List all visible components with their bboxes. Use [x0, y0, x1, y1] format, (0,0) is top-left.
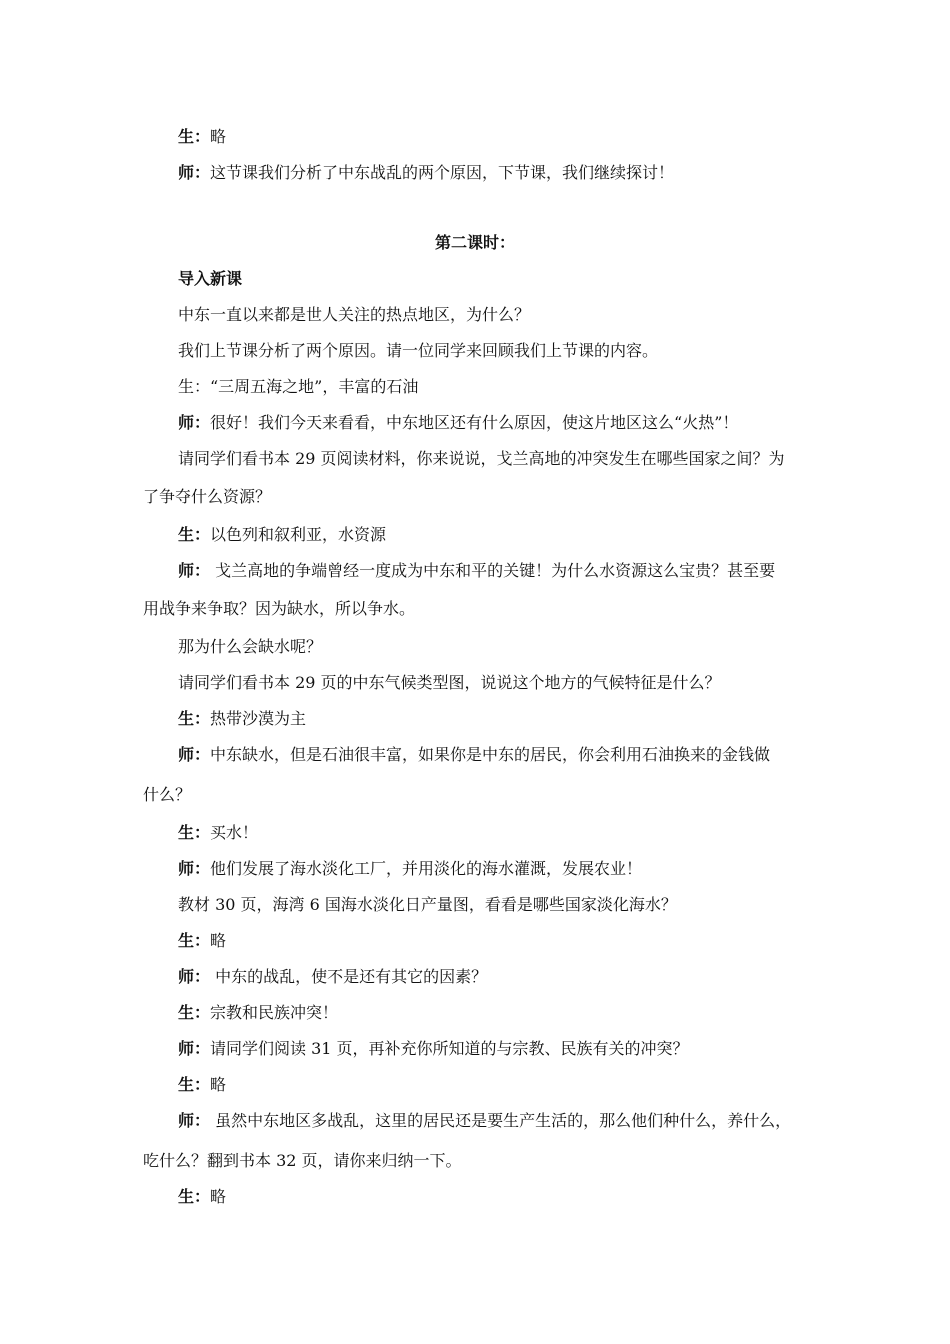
dialogue-line — [178, 1111, 828, 1131]
paragraph-line: 中东一直以来都是世人关注的热点地区，为什么？ — [178, 305, 531, 324]
section-title: 第二课时： — [434, 233, 515, 252]
line-text: 略 — [210, 1187, 227, 1206]
paragraph-line: 请同学们看书本 29 页的中东气候类型图，说说这个地方的气候特征是什么？ — [178, 673, 721, 692]
speaker-label: 师： — [178, 859, 211, 878]
speaker-label: 生： — [178, 127, 211, 146]
line-text: 中东缺水，但是石油很丰富，如果你是中东的居民，你会利用石油换来的金钱做 — [210, 745, 771, 764]
line-text: 以色列和叙利亚，水资源 — [210, 525, 387, 544]
paragraph-line: 生：“三周五海之地”，丰富的石油 — [178, 377, 419, 396]
paragraph-line: 那为什么会缺水呢？ — [178, 637, 323, 656]
dialogue-line — [178, 1003, 828, 1023]
dialogue-line — [178, 709, 828, 729]
speaker-label: 师： — [178, 561, 211, 580]
dialogue-line — [178, 931, 828, 951]
dialogue-line — [178, 967, 828, 987]
section-heading: 导入新课 — [178, 269, 243, 288]
speaker-label: 生： — [178, 1003, 211, 1022]
line-text: 略 — [210, 1075, 227, 1094]
line-text: 虽然中东地区多战乱，这里的居民还是要生产生活的，那么他们种什么，养什么， — [210, 1111, 792, 1130]
speaker-label: 师： — [178, 163, 211, 182]
paragraph-line: 我们上节课分析了两个原因。请一位同学来回顾我们上节课的内容。 — [178, 341, 659, 360]
paragraph-line: 请同学们看书本 29 页阅读材料，你来说说，戈兰高地的冲突发生在哪些国家之间？为 — [178, 449, 785, 468]
dialogue-line — [178, 823, 828, 843]
dialogue-line — [178, 1187, 828, 1207]
speaker-label: 生： — [178, 525, 211, 544]
speaker-label: 师： — [178, 1039, 211, 1058]
speaker-label: 师： — [178, 1111, 211, 1130]
line-text: 买水！ — [210, 823, 259, 842]
line-text: 他们发展了海水淡化工厂，并用淡化的海水灌溉，发展农业！ — [210, 859, 643, 878]
speaker-label: 生： — [178, 931, 211, 950]
line-text: 这节课我们分析了中东战乱的两个原因，下节课，我们继续探讨！ — [210, 163, 675, 182]
dialogue-line — [178, 745, 828, 765]
line-text: 宗教和民族冲突！ — [210, 1003, 339, 1022]
line-text: 略 — [210, 931, 227, 950]
paragraph-line: 了争夺什么资源？ — [143, 487, 272, 506]
line-text: 很好！我们今天来看看，中东地区还有什么原因，使这片地区这么“火热”！ — [210, 413, 739, 432]
paragraph-line: 什么？ — [143, 785, 192, 804]
speaker-label: 师： — [178, 745, 211, 764]
speaker-label: 生： — [178, 1075, 211, 1094]
dialogue-line — [178, 561, 828, 581]
dialogue-line — [178, 1075, 828, 1095]
line-text: 请同学们阅读 31 页，再补充你所知道的与宗教、民族有关的冲突？ — [210, 1039, 689, 1058]
dialogue-line — [178, 163, 828, 183]
speaker-label: 生： — [178, 1187, 211, 1206]
dialogue-line — [178, 127, 828, 147]
dialogue-line — [178, 859, 828, 879]
speaker-label: 生： — [178, 709, 211, 728]
speaker-label: 生： — [178, 823, 211, 842]
speaker-label: 师： — [178, 413, 211, 432]
line-text: 戈兰高地的争端曾经一度成为中东和平的关键！为什么水资源这么宝贵？甚至要 — [210, 561, 776, 580]
paragraph-line: 吃什么？翻到书本 32 页，请你来归纳一下。 — [143, 1151, 462, 1170]
paragraph-line: 教材 30 页，海湾 6 国海水淡化日产量图，看看是哪些国家淡化海水？ — [178, 895, 677, 914]
dialogue-line — [178, 1039, 828, 1059]
line-text: 略 — [210, 127, 227, 146]
speaker-label: 师： — [178, 967, 211, 986]
paragraph-line: 用战争来争取？因为缺水，所以争水。 — [143, 599, 416, 618]
line-text: 中东的战乱，使不是还有其它的因素？ — [210, 967, 488, 986]
line-text: 热带沙漠为主 — [210, 709, 307, 728]
dialogue-line — [178, 413, 828, 433]
dialogue-line — [178, 525, 828, 545]
